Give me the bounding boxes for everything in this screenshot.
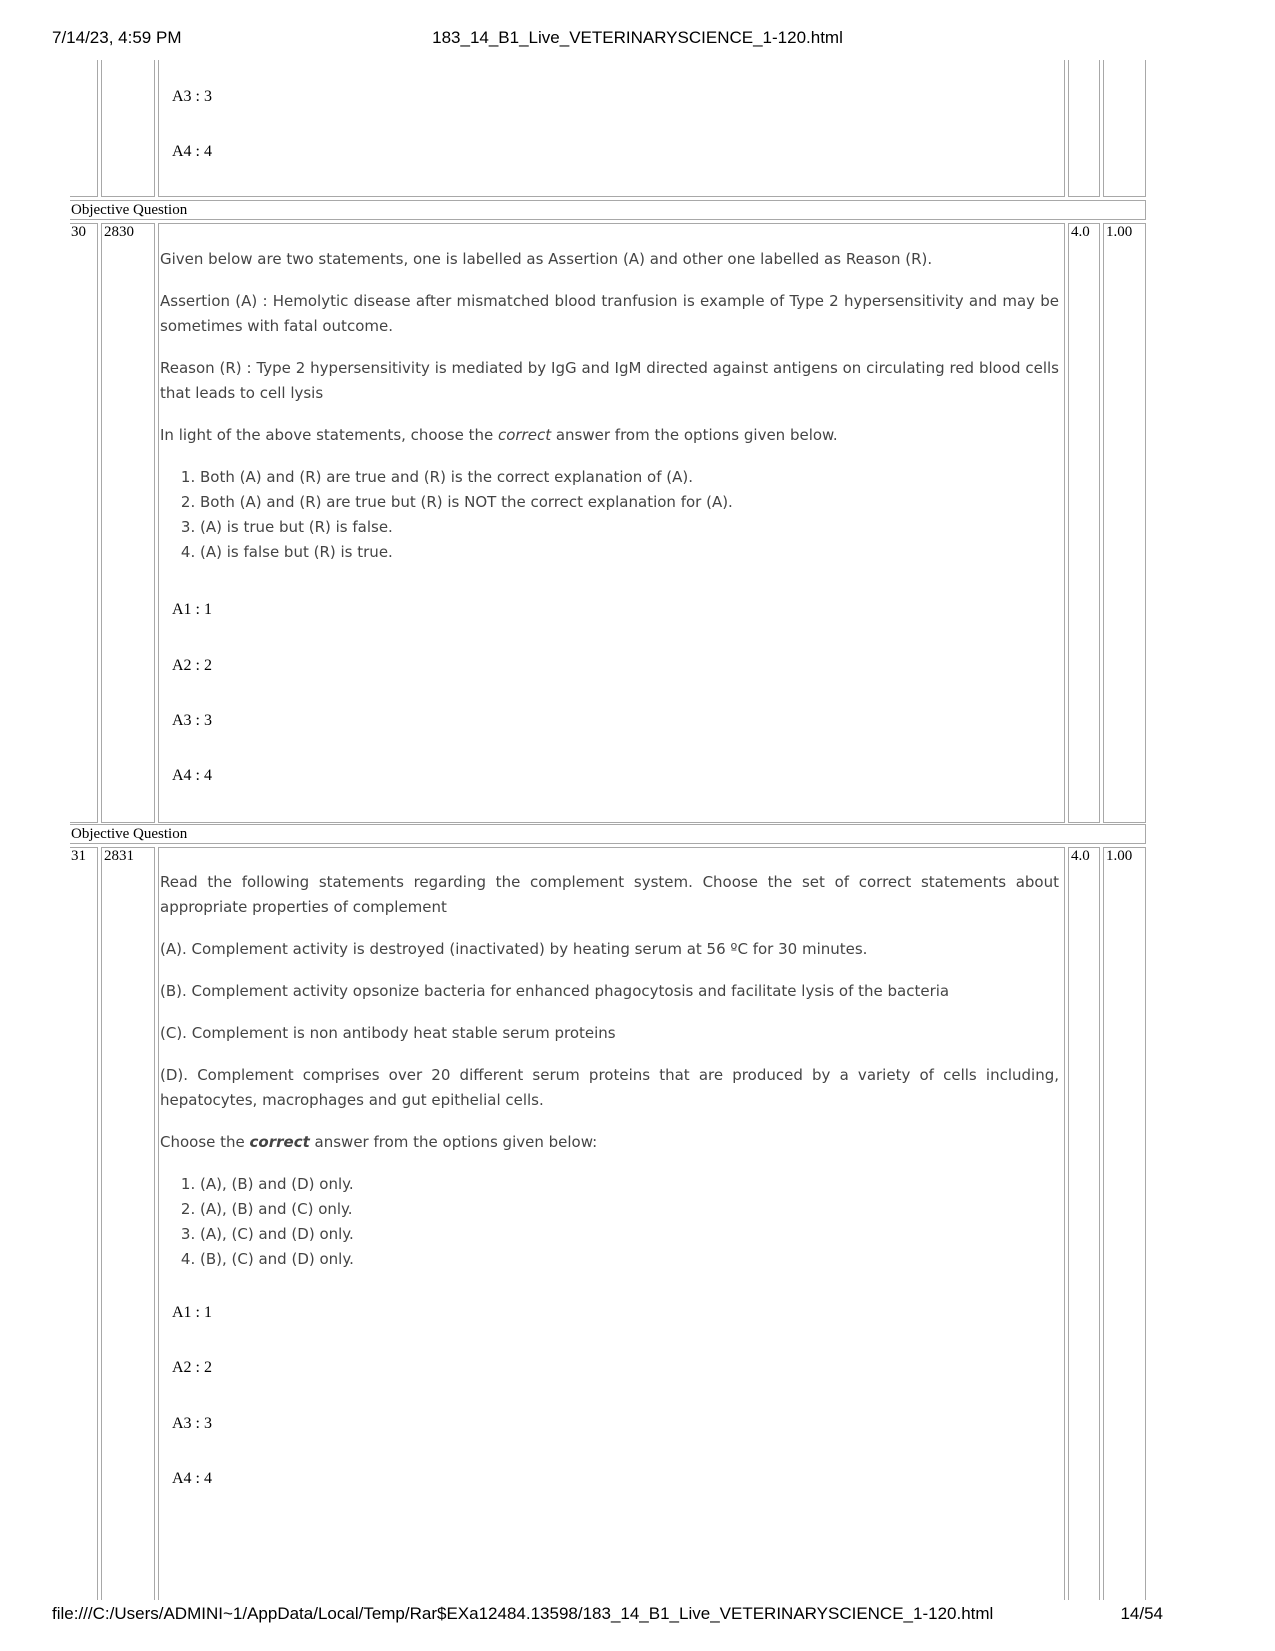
answer-option: A4 : 4 (172, 767, 212, 784)
prev-answer: A3 : 3 (172, 88, 212, 105)
negative-marks-value: 1.00 (1106, 848, 1133, 864)
answer-option: A3 : 3 (172, 712, 212, 729)
option-item: 3. (A), (C) and (D) only. (200, 1222, 1059, 1247)
options-list (160, 1172, 1059, 1272)
question-table (70, 60, 1206, 1600)
option-item: 4. (A) is false but (R) is true. (200, 540, 1059, 565)
option-item: 4. (B), (C) and (D) only. (200, 1247, 1059, 1272)
print-page-number: 14/54 (1120, 1604, 1163, 1623)
negative-marks-cell (1103, 223, 1146, 823)
option-item: 1. (A), (B) and (D) only. (200, 1172, 1059, 1197)
answer-option: A1 : 1 (172, 601, 212, 618)
print-footer (52, 1604, 1223, 1628)
negative-marks-value: 1.00 (1106, 224, 1133, 240)
qid-cell (101, 847, 155, 1600)
sno-cell (70, 847, 98, 1600)
print-datetime: 7/14/23, 4:59 PM (52, 28, 182, 47)
prev-body-cell (158, 60, 1065, 197)
question-id: 2831 (104, 848, 134, 864)
question-type-bar (70, 824, 1146, 844)
prev-negative-cell (1103, 60, 1146, 197)
question-type-label: Objective Question (71, 826, 188, 842)
print-doc-title: 183_14_B1_Live_VETERINARYSCIENCE_1-120.html (432, 28, 843, 47)
negative-marks-cell (1103, 847, 1146, 1600)
prev-qid-cell (101, 60, 155, 197)
assertion-statement: Assertion (A) : Hemolytic disease after mismatched blood tranfusion is example of Type 2 hypersensitivity and may be sometimes with fatal outcome. (160, 292, 1059, 335)
question-intro: Read the following statements regarding the complement system. Choose the set of correct statements about appropriate properties of complement (160, 873, 1059, 916)
reason-statement: Reason (R) : Type 2 hypersensitivity is mediated by IgG and IgM directed against antigens on circulating red blood cells that leads to cell lysis (160, 359, 1059, 402)
statement-item: (B). Complement activity opsonize bacteria for enhanced phagocytosis and facilitate lysis of the bacteria (160, 982, 950, 1000)
answer-option: A4 : 4 (172, 1470, 212, 1487)
question-intro: Given below are two statements, one is labelled as Assertion (A) and other one labelled as Reason (R). (160, 250, 933, 268)
print-file-path: file:///C:/Users/ADMINI~1/AppData/Local/Temp/Rar$EXa12484.13598/183_14_B1_Live_VETERINARYSCIENCE_1-120.html (52, 1604, 994, 1623)
statement-item: (D). Complement comprises over 20 different serum proteins that are produced by a variety of cells including, hepatocytes, macrophages and gut epithelial cells. (160, 1066, 1059, 1109)
prev-sno-cell (70, 60, 98, 197)
answer-option: A2 : 2 (172, 1359, 212, 1376)
option-item: 3. (A) is true but (R) is false. (200, 515, 1059, 540)
question-instruction: Choose the correct answer from the options given below: (160, 1133, 598, 1151)
question-text (160, 247, 1059, 565)
question-type-bar (70, 200, 1146, 220)
answer-option: A3 : 3 (172, 1415, 212, 1432)
question-text (160, 870, 1059, 1272)
marks-cell (1068, 223, 1100, 823)
statement-item: (C). Complement is non antibody heat stable serum proteins (160, 1024, 616, 1042)
qid-cell (101, 223, 155, 823)
options-list (160, 465, 1059, 565)
question-id: 2830 (104, 224, 134, 240)
marks-cell (1068, 847, 1100, 1600)
question-number: 30 (71, 224, 86, 240)
option-item: 1. Both (A) and (R) are true and (R) is the correct explanation of (A). (200, 465, 1059, 490)
option-item: 2. Both (A) and (R) are true but (R) is NOT the correct explanation for (A). (200, 490, 1059, 515)
question-instruction: In light of the above statements, choose the correct answer from the options given below. (160, 426, 838, 444)
marks-value: 4.0 (1071, 224, 1090, 240)
marks-value: 4.0 (1071, 848, 1090, 864)
option-item: 2. (A), (B) and (C) only. (200, 1197, 1059, 1222)
prev-marks-cell (1068, 60, 1100, 197)
answer-option: A2 : 2 (172, 657, 212, 674)
statement-item: (A). Complement activity is destroyed (inactivated) by heating serum at 56 ºC for 30 minutes. (160, 940, 868, 958)
answer-option: A1 : 1 (172, 1304, 212, 1321)
prev-answer: A4 : 4 (172, 143, 212, 160)
question-type-label: Objective Question (71, 202, 188, 218)
print-header (52, 28, 1223, 52)
sno-cell (70, 223, 98, 823)
question-number: 31 (71, 848, 86, 864)
